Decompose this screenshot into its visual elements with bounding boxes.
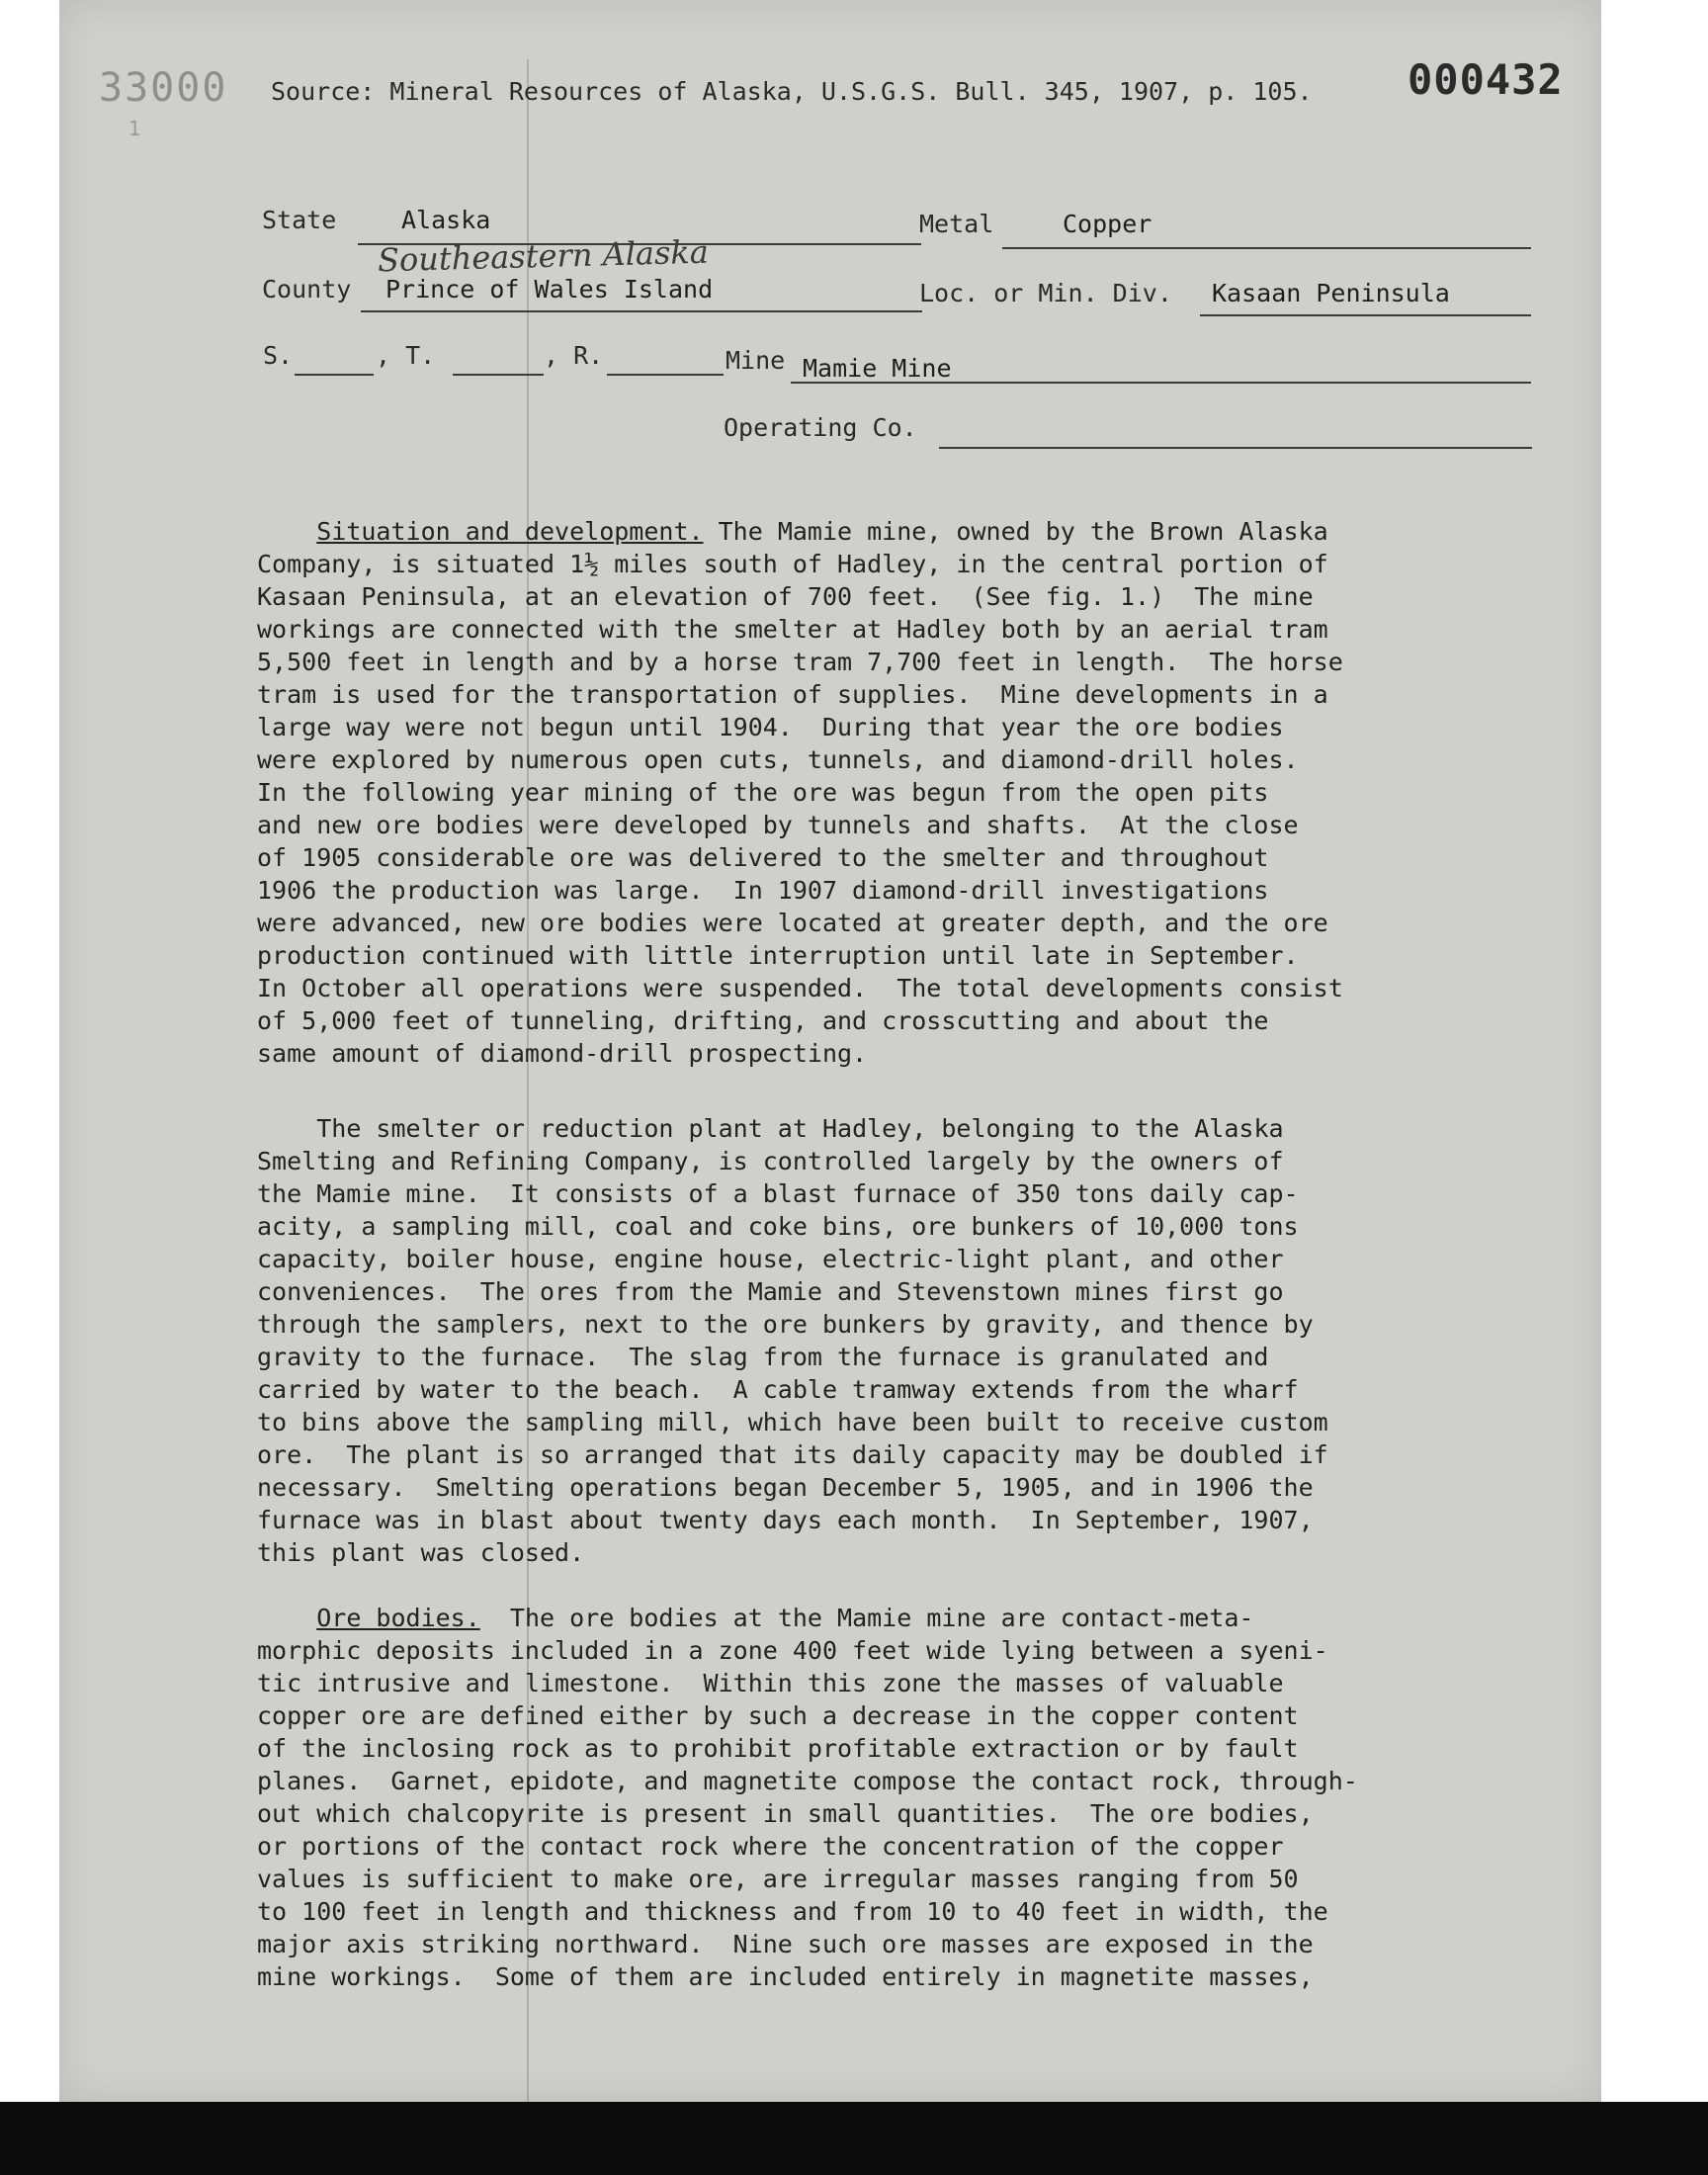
text-line: same amount of diamond-drill prospecting. xyxy=(257,1039,868,1068)
county-value: Prince of Wales Island xyxy=(385,275,714,304)
scan-bottom-border xyxy=(0,2102,1708,2175)
text-line: tram is used for the transportation of supplies. Mine developments in a xyxy=(257,680,1328,709)
text-line: Company, is situated 1½ miles south of Hadley, in the central portion of xyxy=(257,550,1328,578)
faded-stamp-number: 33000 xyxy=(99,65,228,111)
text-line: conveniences. The ores from the Mamie and Stevenstown mines first go xyxy=(257,1277,1284,1306)
text-line: to bins above the sampling mill, which have been built to receive custom xyxy=(257,1408,1328,1436)
text-line: were advanced, new ore bodies were located at greater depth, and the ore xyxy=(257,909,1328,937)
text-line: major axis striking northward. Nine such ore masses are exposed in the xyxy=(257,1930,1314,1958)
text-line: through the samplers, next to the ore bunkers by gravity, and thence by xyxy=(257,1310,1314,1339)
metal-underline xyxy=(1002,247,1531,249)
paragraph-first-line xyxy=(257,1112,1483,1145)
loc-value: Kasaan Peninsula xyxy=(1212,279,1450,307)
text-line: the Mamie mine. It consists of a blast furnace of 350 tons daily cap- xyxy=(257,1179,1299,1208)
text-line: acity, a sampling mill, coal and coke bins, ore bunkers of 10,000 tons xyxy=(257,1212,1299,1241)
paragraph-smelter xyxy=(257,1112,1483,1569)
paragraph-ore-bodies xyxy=(257,1602,1483,1993)
text-line: necessary. Smelting operations began December 5, 1905, and in 1906 the xyxy=(257,1473,1314,1502)
range-label: , R. xyxy=(544,341,604,370)
text-line: values is sufficient to make ore, are irregular masses ranging from 50 xyxy=(257,1865,1299,1893)
first-line-text: The Mamie mine, owned by the Brown Alaska xyxy=(703,517,1328,546)
faded-stamp-mark: 1 xyxy=(128,117,141,140)
text-line: tic intrusive and limestone. Within this zone the masses of valuable xyxy=(257,1669,1284,1697)
text-line: morphic deposits included in a zone 400 feet wide lying between a syeni- xyxy=(257,1636,1328,1665)
text-line: carried by water to the beach. A cable tramway extends from the wharf xyxy=(257,1375,1299,1404)
source-line: Source: Mineral Resources of Alaska, U.S.G.S. Bull. 345, 1907, p. 105. xyxy=(271,77,1313,106)
handwritten-note: Southeastern Alaska xyxy=(377,232,710,280)
loc-label: Loc. or Min. Div. xyxy=(919,279,1172,307)
text-line: production continued with little interruption until late in September. xyxy=(257,941,1299,970)
text-line: to 100 feet in length and thickness and from 10 to 40 feet in width, the xyxy=(257,1897,1328,1926)
text-line: 1906 the production was large. In 1907 diamond-drill investigations xyxy=(257,876,1269,905)
township-underline xyxy=(453,374,544,376)
text-line: of the inclosing rock as to prohibit profitable extraction or by fault xyxy=(257,1734,1299,1763)
text-line: and new ore bodies were developed by tunnels and shafts. At the close xyxy=(257,811,1299,839)
section-underline xyxy=(295,374,374,376)
text-line: copper ore are defined either by such a decrease in the copper content xyxy=(257,1701,1299,1730)
text-line: out which chalcopyrite is present in small quantities. The ore bodies, xyxy=(257,1799,1314,1828)
paragraph-first-line xyxy=(257,515,1483,548)
paragraph-situation xyxy=(257,515,1483,1070)
text-line: were explored by numerous open cuts, tunnels, and diamond-drill holes. xyxy=(257,745,1299,774)
text-line: ore. The plant is so arranged that its daily capacity may be doubled if xyxy=(257,1440,1328,1469)
section-heading: Ore bodies. xyxy=(316,1604,480,1632)
state-label: State xyxy=(262,206,337,234)
text-line: 5,500 feet in length and by a horse tram 7,700 feet in length. The horse xyxy=(257,648,1343,676)
text-line: Kasaan Peninsula, at an elevation of 700 feet. (See fig. 1.) The mine xyxy=(257,582,1314,611)
mine-label: Mine xyxy=(726,346,786,375)
text-line: furnace was in blast about twenty days each month. In September, 1907, xyxy=(257,1506,1314,1534)
text-line: gravity to the furnace. The slag from the furnace is granulated and xyxy=(257,1343,1269,1371)
loc-underline xyxy=(1200,314,1531,316)
operating-co-label: Operating Co. xyxy=(724,413,917,442)
text-line: or portions of the contact rock where the concentration of the copper xyxy=(257,1832,1284,1861)
range-underline xyxy=(607,374,724,376)
metal-label: Metal xyxy=(919,210,994,238)
text-line: planes. Garnet, epidote, and magnetite compose the contact rock, through- xyxy=(257,1767,1358,1795)
text-line: of 1905 considerable ore was delivered to the smelter and throughout xyxy=(257,843,1269,872)
township-label: , T. xyxy=(376,341,436,370)
operating-co-underline xyxy=(939,447,1532,449)
text-line: this plant was closed. xyxy=(257,1538,585,1567)
section-label: S. xyxy=(263,341,294,370)
county-label: County xyxy=(262,275,352,304)
county-underline xyxy=(361,310,922,312)
text-line: In the following year mining of the ore was begun from the open pits xyxy=(257,778,1269,807)
paragraph-first-line xyxy=(257,1602,1483,1634)
first-line-text: The ore bodies at the Mamie mine are contact-meta- xyxy=(479,1604,1254,1632)
text-line: large way were not begun until 1904. During that year the ore bodies xyxy=(257,713,1284,741)
document-number-stamp: 000432 xyxy=(1408,55,1564,104)
mine-underline xyxy=(791,382,1531,384)
text-line: capacity, boiler house, engine house, electric-light plant, and other xyxy=(257,1245,1284,1273)
text-line: mine workings. Some of them are included entirely in magnetite masses, xyxy=(257,1962,1314,1991)
text-line: workings are connected with the smelter at Hadley both by an aerial tram xyxy=(257,615,1328,644)
text-line: In October all operations were suspended. The total developments consist xyxy=(257,974,1343,1002)
section-heading: Situation and development. xyxy=(316,517,704,546)
first-line-text: The smelter or reduction plant at Hadley, belonging to the Alaska xyxy=(316,1114,1284,1143)
text-line: of 5,000 feet of tunneling, drifting, and crosscutting and about the xyxy=(257,1006,1269,1035)
metal-value: Copper xyxy=(1063,210,1153,238)
state-value: Alaska xyxy=(401,206,491,234)
mine-value: Mamie Mine xyxy=(803,354,952,383)
text-line: Smelting and Refining Company, is controlled largely by the owners of xyxy=(257,1147,1284,1175)
